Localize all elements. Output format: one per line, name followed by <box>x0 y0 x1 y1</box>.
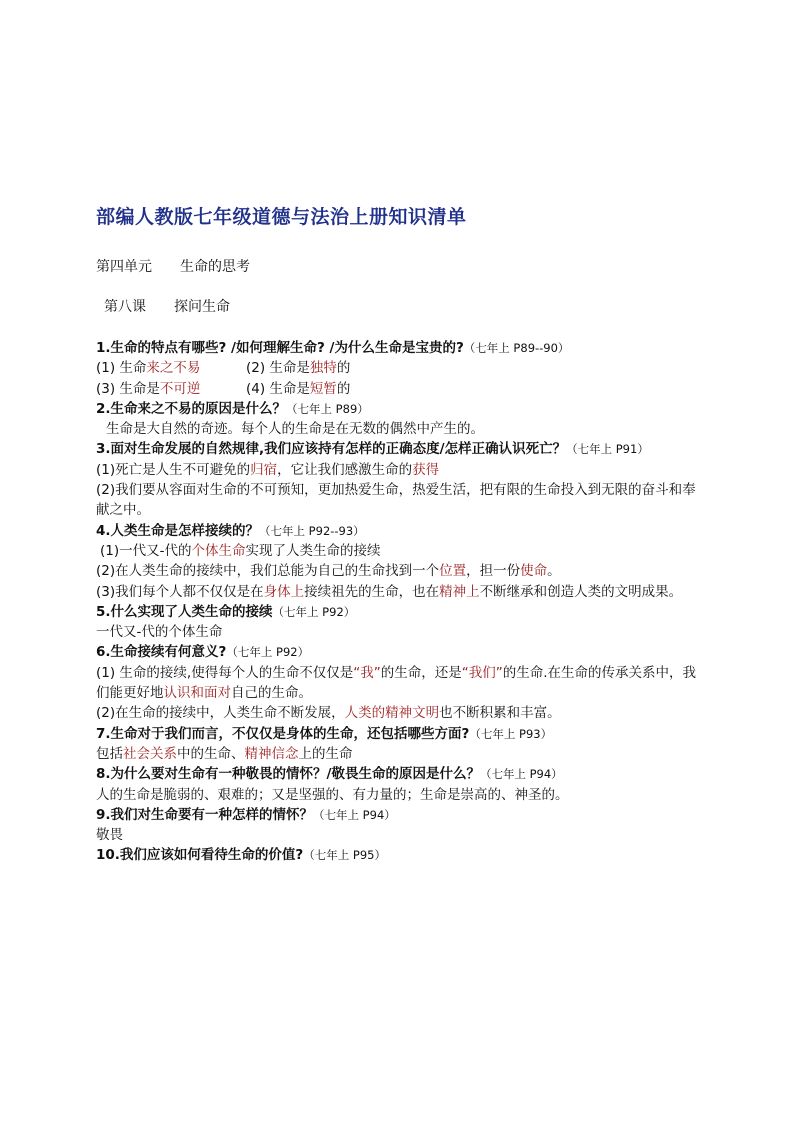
answer-text: 实现了人类生命的接续 <box>245 542 381 559</box>
highlight-text: 独特 <box>309 360 337 377</box>
question-9-text: 9.我们对生命要有一种怎样的情怀？ <box>96 806 314 823</box>
answer-text: 的 <box>336 380 351 397</box>
question-9-ref: （七年上 P94） <box>313 807 396 822</box>
lesson-heading <box>104 296 230 316</box>
answer-9: 敬畏 <box>96 827 123 844</box>
lesson-label: 第八课 <box>104 299 146 315</box>
answer-4-1 <box>96 541 700 561</box>
answer-text: ，担一份 <box>466 563 521 580</box>
highlight-text: 精神信念 <box>244 745 299 762</box>
highlight-text: 归宿 <box>250 461 278 478</box>
answer-text: 的生命.在生命的传承关系中，我们能更好地 <box>96 664 697 702</box>
question-10 <box>96 845 700 865</box>
question-4-text: 4.人类生命是怎样接续的？ <box>96 522 260 539</box>
question-5-ref: （七年上 P92） <box>272 604 356 619</box>
answer-text: 不断继承和创造人类的文明成果。 <box>479 583 683 600</box>
question-6-ref: （七年上 P92） <box>226 645 310 660</box>
question-5-text: 5.什么实现了人类生命的接续 <box>96 603 273 620</box>
answer-4-2 <box>96 561 700 581</box>
question-1 <box>96 338 700 358</box>
highlight-text: 人类的精神文明 <box>344 705 440 722</box>
question-10-text: 10.我们应该如何看待生命的价值? <box>96 847 304 864</box>
answer-text: 上的生命 <box>298 745 353 762</box>
question-8-text: 8.为什么要对生命有一种敬畏的情怀？/敬畏生命的原因是什么？ <box>96 766 480 783</box>
question-8-ref: （七年上 P94） <box>479 767 563 782</box>
question-9 <box>96 805 700 825</box>
answer-text: (3)我们每个人都不仅仅是在 <box>96 583 264 600</box>
answer-5: 一代又-代的个体生命 <box>96 624 223 641</box>
question-7-text: 7.生命对于我们而言，不仅仅是身体的生命，还包括哪些方面? <box>96 725 470 742</box>
answer-3-1 <box>96 460 700 480</box>
answer-text: (2)在人类生命的接续中，我们总能为自己的生命找到一个 <box>96 563 440 580</box>
question-10-ref: （七年上 P95） <box>303 848 386 863</box>
answer-text: (2) 生命是 <box>246 360 310 377</box>
answer-text: ，它让我们感激生命的 <box>277 461 413 478</box>
question-2-ref: （七年上 P89） <box>286 401 369 416</box>
highlight-text: “我们” <box>461 664 503 681</box>
question-2 <box>96 399 700 419</box>
unit-label: 第四单元 <box>96 259 152 275</box>
question-7-ref: （七年上 P93） <box>469 726 553 741</box>
highlight-text: 短暂 <box>309 380 337 397</box>
answer-6-1 <box>96 663 700 704</box>
question-4-ref: （七年上 P92--93） <box>259 523 365 538</box>
answer-3-2: (2)我们要从容面对生命的不可预知，更加热爱生命，热爱生活，把有限的生命投入到无限的奋斗和奉献之中。 <box>96 482 696 519</box>
question-6 <box>96 642 700 662</box>
answer-text: (2)在生命的接续中，人类生命不断发展， <box>96 705 345 722</box>
question-3 <box>96 439 700 459</box>
lesson-name: 探问生命 <box>174 299 230 315</box>
highlight-text: 位置 <box>439 563 467 580</box>
question-5 <box>96 602 700 622</box>
answer-4-3 <box>96 582 700 602</box>
question-2-text: 2.生命来之不易的原因是什么？ <box>96 400 287 417</box>
highlight-text: 精神上 <box>439 583 480 600</box>
answer-text: 的生命，还是 <box>380 664 462 681</box>
answer-8: 人的生命是脆弱的、艰难的；又是坚强的、有力量的；生命是崇高的、神圣的。 <box>96 786 569 803</box>
question-4 <box>96 521 700 541</box>
answer-text: 自己的生命。 <box>231 685 312 702</box>
highlight-text: 社会关系 <box>123 745 177 762</box>
answer-text: (1)一代又-代的 <box>100 542 192 559</box>
answer-text: (1) 生命 <box>96 360 147 377</box>
answer-text: (1) 生命的接续,使得每个人的生命不仅仅是 <box>96 664 354 681</box>
highlight-text: 个体生命 <box>191 542 246 559</box>
answer-text: (1)死亡是人生不可避免的 <box>96 461 251 478</box>
answer-text: 。 <box>547 563 561 580</box>
unit-name: 生命的思考 <box>180 259 250 275</box>
highlight-text: 使命 <box>520 563 548 580</box>
answer-text: 的 <box>336 360 351 377</box>
highlight-text: 获得 <box>412 461 440 478</box>
highlight-text: “我” <box>353 664 381 681</box>
answer-text: 包括 <box>96 745 123 762</box>
question-8 <box>96 764 700 784</box>
answer-text: 也不断积累和丰富。 <box>439 705 561 722</box>
answer-6-2 <box>96 703 700 723</box>
answer-text: 接续祖先的生命，也在 <box>304 583 440 600</box>
highlight-text: 来之不易 <box>146 360 201 377</box>
answer-text: 中的生命、 <box>177 745 245 762</box>
highlight-text: 认识和面对 <box>163 685 231 702</box>
answer-1-row-2 <box>96 379 700 399</box>
highlight-text: 身体上 <box>263 583 305 600</box>
content-body <box>96 338 700 866</box>
answer-7 <box>96 744 700 764</box>
question-1-ref: （七年上 P89--90） <box>463 341 570 355</box>
highlight-text: 不可逆 <box>159 380 201 397</box>
answer-2: 生命是大自然的奇迹。每个人的生命是在无数的偶然中产生的。 <box>106 421 484 438</box>
answer-1-row-1 <box>96 358 700 378</box>
question-7 <box>96 724 700 744</box>
question-6-text: 6.生命接续有何意义? <box>96 644 227 661</box>
question-3-ref: （七年上 P91） <box>566 442 649 457</box>
answer-text: (3) 生命是 <box>96 380 160 397</box>
unit-heading <box>96 256 250 276</box>
question-1-text: 1.生命的特点有哪些? /如何理解生命? /为什么生命是宝贵的? <box>96 340 464 356</box>
question-3-text: 3.面对生命发展的自然规律,我们应该持有怎样的正确态度/怎样正确认识死亡？ <box>96 441 567 458</box>
answer-text: (4) 生命是 <box>246 380 310 397</box>
document-title: 部编人教版七年级道德与法治上册知识清单 <box>96 206 467 228</box>
